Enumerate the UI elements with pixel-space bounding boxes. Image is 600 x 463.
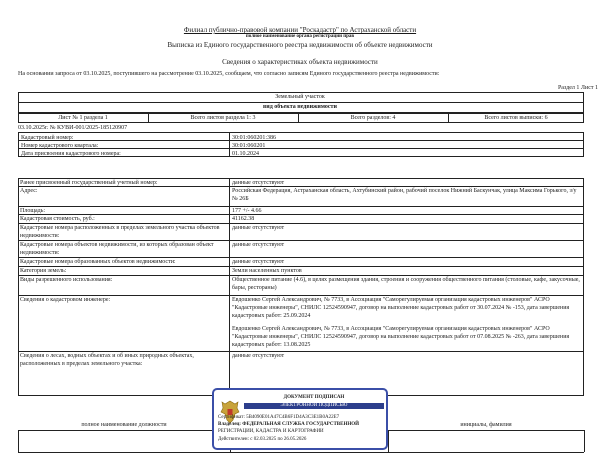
table-row-label: Категория земель: (20, 268, 67, 274)
object-type: Земельный участок (275, 94, 325, 100)
stamp-owner-2: РЕГИСТРАЦИИ, КАДАСТРА И КАРТОГРАФИИ (218, 429, 324, 434)
info-row-label: Дата присвоения кадастрового номера: (18, 149, 230, 157)
footer-position-caption: полное наименование должности (81, 422, 167, 428)
document-subtitle: Сведения о характеристиках объекта недвижимости (222, 58, 378, 66)
table-row-label: Виды разрешенного использования: (20, 277, 113, 283)
table-row-label: Кадастровые номера расположенных в пределах земельного участка объектов недвижимости: (20, 225, 220, 239)
table-row-value: данные отсутствуют (232, 353, 285, 359)
info-row-value: 30:01:060201 (229, 141, 584, 149)
stamp-certificate: Сертификат: 5B4090E01A47C4B6F1D4A3C3E1B0A22E7 (218, 415, 340, 420)
info-row-label: Кадастровый номер: (18, 133, 230, 141)
request-line: На основании запроса от 03.10.2025, поступившего на рассмотрение 03.10.2025, сообщаем, что согласно записям Единого государственного реестра недвижимости: (18, 71, 440, 77)
table-row-label: Кадастровые номера образованных объектов недвижимости: (20, 259, 176, 265)
table-row-value: 177 +/- 4.66 (232, 208, 262, 214)
sheet-number: Лист № 1 раздела 1 (58, 115, 108, 121)
object-type-caption: вид объекта недвижимости (263, 104, 337, 110)
table-row-value: Российская Федерация, Астраханская область, Ахтубинский район, рабочий поселок Нижний Баскунчак, улица Максима Горького, з/у № 26Б (232, 188, 577, 202)
org-name: Филиал публично-правовой компании "Роскадастр" по Астраханской области (183, 26, 417, 34)
table-row-value: данные отсутствуют (232, 242, 285, 248)
stamp-title: ДОКУМЕНТ ПОДПИСАН (283, 395, 345, 400)
info-row-value: 30:01:060201:386 (229, 133, 584, 141)
sheets-in-section: Всего листов раздела 1: 3 (190, 115, 256, 121)
table-row-value-2: Евдошенко Сергей Александрович, № 7733, в Ассоциация "Саморегулируемая организация кадастровых инженеров" АСРО "Кадастровые инженеры", СНИЛС 12524590947, договор на выполнение кадастровых работ от 07.08.2025 № -263, дата завершения кадастровых работ: 13.08.2025 (232, 326, 570, 348)
sheets-total: Всего листов выписки: 6 (484, 115, 548, 121)
table-row-label: Ранее присвоенный государственный учетный номер: (20, 180, 158, 186)
stamp-title-2: ЭЛЕКТРОННОЙ ПОДПИСЬЮ (280, 403, 348, 408)
section-label: Раздел 1 Лист 1 (557, 85, 598, 91)
e-signature-stamp (212, 388, 388, 450)
table-row-value: Общественное питание (4.6), в целях размещения здания, строения и сооружения общественного питания (столовые, кафе, закусочные, бары, рестораны) (232, 277, 580, 291)
table-row-label: Кадастровая стоимость, руб.: (20, 216, 95, 222)
footer-name-caption: инициалы, фамилия (460, 422, 512, 428)
table-row-value: Земли населенных пунктов (232, 268, 302, 274)
table-row-value: данные отсутствуют (232, 225, 285, 231)
table-row-label: Кадастровые номера объектов недвижимости, из которых образован объект недвижимости: (20, 242, 214, 256)
table-row-label: Площадь: (20, 208, 46, 214)
sections-total: Всего разделов: 4 (350, 115, 396, 121)
table-row-label: Сведения о кадастровом инженере: (20, 297, 111, 303)
info-row-value: 01.10.2024 (229, 149, 584, 157)
stamp-owner: Владелец: ФЕДЕРАЛЬНАЯ СЛУЖБА ГОСУДАРСТВЕННОЙ (218, 422, 360, 427)
org-caption: полное наименование органа регистрации прав (245, 34, 355, 39)
table-row-label: Адрес: (20, 188, 38, 194)
table-row-label: Сведения о лесах, водных объектах и об иных природных объектах, расположенных в пределах земельного участка: (20, 353, 194, 367)
table-row-value: 41162.38 (232, 216, 255, 222)
stamp-validity: Действителен: с 02.03.2025 по 26.05.2026 (218, 437, 307, 442)
table-row-value: данные отсутствуют (232, 180, 285, 186)
table-row-value: Евдошенко Сергей Александрович, № 7733, в Ассоциация "Саморегулируемая организация кадастровых инженеров" АСРО "Кадастровые инженеры", СНИЛС 12524590947, договор на выполнение кадастровых работ от 30.07.2024 № -153, дата завершения кадастровых работ: 25.09.2024 (232, 297, 570, 319)
table-row-value: данные отсутствуют (232, 259, 285, 265)
document-id: 03.10.2025г. № КУВИ-001/2025-185120907 (18, 125, 128, 131)
info-row-label: Номер кадастрового квартала: (18, 141, 230, 149)
document-title: Выписка из Единого государственного реестра недвижимости об объекте недвижимости (167, 41, 433, 49)
